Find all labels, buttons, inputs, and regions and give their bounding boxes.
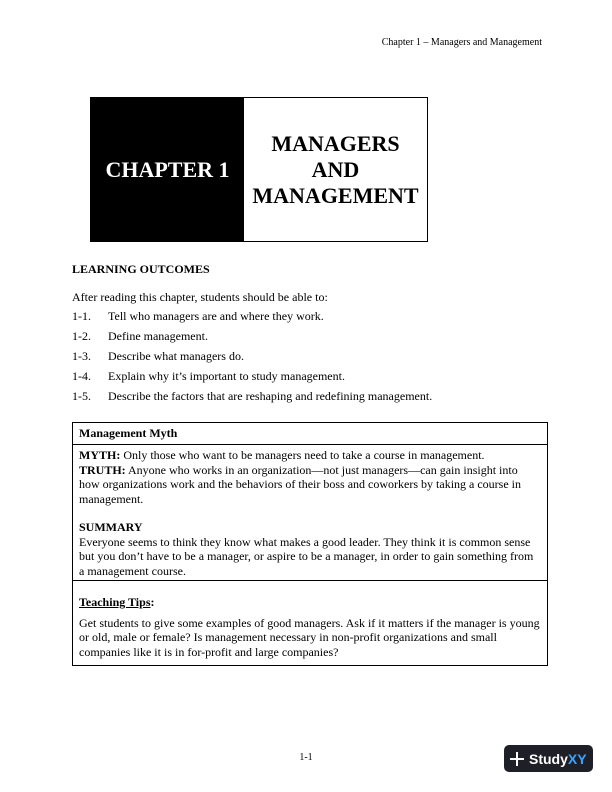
chapter-title-line: MANAGEMENT [252,182,419,208]
myth-box-content [73,445,547,581]
management-myth-box [72,422,548,666]
truth-paragraph [79,463,541,507]
chapter-title [244,98,427,241]
plus-icon [510,752,524,766]
outcome-text: Tell who managers are and where they work. [108,309,324,323]
list-item [72,329,432,349]
list-item [72,389,432,409]
teaching-tips [73,581,547,665]
outcome-number: 1-3. [72,349,91,363]
summary-text: Everyone seems to think they know what makes a good leader. They think it is common sense but you don’t have to be a manager, or aspire to be a manager, in order to gain something from a management course. [79,534,534,578]
outcome-text: Explain why it’s important to study management. [108,369,345,383]
myth-label: MYTH: [79,448,121,462]
truth-text: Anyone who works in an organization—not just managers—can gain insight into how organizations work and the behaviors of their boss and coworkers by taking a course in management. [79,462,522,506]
learning-outcomes-intro: After reading this chapter, students should be able to: [72,290,328,304]
learning-outcomes-list [72,309,432,409]
outcome-number: 1-2. [72,329,91,343]
teaching-tips-label: Teaching Tips [79,595,151,609]
list-item [72,369,432,389]
summary-label: SUMMARY [79,520,143,534]
badge-text-main: Study [529,750,568,767]
truth-label: TRUTH: [79,462,126,477]
teaching-tips-colon: : [150,595,155,609]
running-head: Chapter 1 – Managers and Management [381,37,542,48]
chapter-title-line: AND [311,156,360,182]
outcome-text: Describe what managers do. [108,349,244,363]
chapter-number: CHAPTER 1 [91,98,244,241]
list-item [72,349,432,369]
outcome-text: Define management. [108,329,208,343]
myth-text: Only those who want to be managers need to take a course in management. [120,448,485,462]
myth-paragraph [79,448,541,463]
outcome-number: 1-4. [72,369,91,383]
studyxy-badge[interactable] [504,745,593,772]
myth-box-title: Management Myth [73,423,547,445]
outcome-text: Describe the factors that are reshaping and redefining management. [108,389,433,403]
chapter-title-line: MANAGERS [271,130,400,156]
badge-text-accent: XY [567,750,587,767]
list-item [72,309,432,329]
page-number: 1-1 [299,752,313,763]
outcome-number: 1-5. [72,389,91,403]
teaching-tips-text: Get students to give some examples of good managers. Ask if it matters if the manager is young or old, male or female? Is management necessary in non-profit organizations and small companies like it is in for-profit and large companies? [79,615,540,659]
outcome-number: 1-1. [72,309,91,323]
chapter-title-box [90,97,428,242]
learning-outcomes-heading: LEARNING OUTCOMES [72,262,210,276]
